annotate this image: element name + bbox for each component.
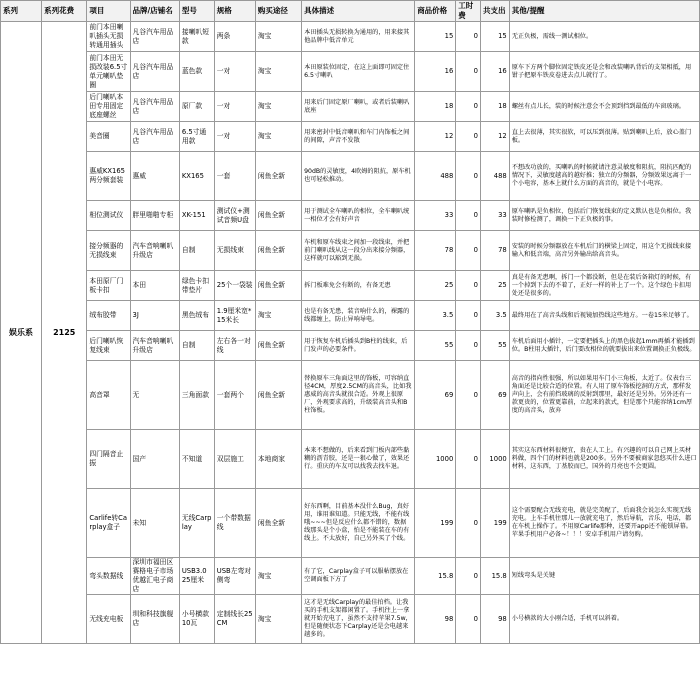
table-row (1, 92, 700, 122)
header-spec: 规格 (214, 1, 255, 22)
brand-cell: 本田 (130, 271, 179, 301)
description-cell: 用于测试全车喇叭的相位，全车喇叭统一相位才会有好声音 (302, 201, 415, 231)
notes-cell: 不想改功放的，买喇叭的时候就请注意灵敏度和阻抗，阻抗匹配的情况下，灵敏度越高的越好推；独立的分频器，分频效果远离于一个小电容，基本上就什么方面的高音的，就是个小电容。 (509, 152, 699, 201)
description-cell: 有了它，Carplay盒子可以服帖摆放在空调面板下方了 (302, 558, 415, 595)
price-cell: 25 (415, 271, 456, 301)
price-cell: 12 (415, 122, 456, 152)
project-cell: 相位测试仪 (87, 201, 130, 231)
labor-cell: 0 (456, 52, 481, 92)
model-cell: 自制 (179, 231, 214, 271)
description-cell: 本来不想做的，后来看到门板内部些黏糊的沥青胶，还是一狠心做了，效果还行。重庆的车友可以找我去找车退。 (302, 430, 415, 489)
spec-cell: USB左弯对侧弯 (214, 558, 255, 595)
model-cell: 无线Carplay (179, 489, 214, 558)
header-model: 型号 (179, 1, 214, 22)
table-row (1, 231, 700, 271)
notes-cell: 真是有备无患啊，拆门一个都没断，但是在装后备箱灯的时候，有一个掉到下去的不着了，正好一样的补上了一个。这个绿色卡扣用处还是很多的。 (509, 271, 699, 301)
project-cell: 前门本田无损改装6.5寸单元喇叭垫圈 (87, 52, 130, 92)
table-row (1, 122, 700, 152)
total-cell: 16 (480, 52, 509, 92)
notes-cell: 无正负极，需线一测试相位。 (509, 22, 699, 52)
channel-cell: 淘宝 (255, 92, 301, 122)
price-cell: 98 (415, 595, 456, 644)
table-row (1, 489, 700, 558)
price-cell: 3.5 (415, 301, 456, 331)
notes-cell: 高音的指向性很强，所以如果用车门小三角板，太近了。仪表台三角面还是比较合适的位置。有人用了原车饰板挖洞的方式，那样发声向上，会有前挡玻璃的反射到那里，最好还是另外。另外还有一款更贵的，位置更靠前，立起来的款式，但是那个只能容纳1cm厚度的高音头，放弃 (509, 361, 699, 430)
series-cost-cell: 2125 (42, 22, 87, 644)
project-cell: 前门本田喇叭插头无损转通用插头 (87, 22, 130, 52)
header-channel: 购买途径 (255, 1, 301, 22)
notes-cell: 直上去很薄，其实很软，可以压到很薄。贴到喇叭上后，放心盖门板。 (509, 122, 699, 152)
notes-cell: 这个需要配合无线充电，就是完美配了，后面我会说怎么实现无线充电。上车手机往那儿一放就充电了，然后导航，音乐，电话，都在车机上操作了。不用原Carlife那种，还要开app还不能锁屏幕。苹果手机用户必备~！！！安卓手机用户请勿购。 (509, 489, 699, 558)
description-cell: 用来后门固定原厂喇叭，或者后装喇叭底座 (302, 92, 415, 122)
total-cell: 488 (480, 152, 509, 201)
project-cell: 弯头数据线 (87, 558, 130, 595)
header-series: 系列 (1, 1, 42, 22)
price-cell: 1000 (415, 430, 456, 489)
model-cell: 不知道 (179, 430, 214, 489)
brand-cell: 惠威 (130, 152, 179, 201)
table-row (1, 301, 700, 331)
channel-cell: 淘宝 (255, 558, 301, 595)
total-cell: 98 (480, 595, 509, 644)
model-cell: KX165 (179, 152, 214, 201)
channel-cell: 闲鱼全新 (255, 331, 301, 361)
notes-cell: 小号横款的大小刚合适，手机可以斜着。 (509, 595, 699, 644)
spec-cell: 测试仪+测试音频U盘 (214, 201, 255, 231)
spec-cell: 左右各一对线 (214, 331, 255, 361)
notes-cell: 车机后面用小插针，一定要把插头上的黑色拔起1mm再插才能插到位。B柱用大插针，后门要改相位的就要拔出来位置调换正负极线。 (509, 331, 699, 361)
project-cell: 美音圈 (87, 122, 130, 152)
total-cell: 12 (480, 122, 509, 152)
header-series-cost: 系列花费 (42, 1, 87, 22)
header-project: 项目 (87, 1, 130, 22)
labor-cell: 0 (456, 92, 481, 122)
total-cell: 69 (480, 361, 509, 430)
total-cell: 15 (480, 22, 509, 52)
spec-cell: 定制线长25CM (214, 595, 255, 644)
description-cell: 这才是无线Carplay的最佳拍档。让我买的手机支架都闲置了。手机往上一拿就开始充电了，虽然不支持苹果7.5w，但是随便状态下Carplay还是会电越来越多的。 (302, 595, 415, 644)
project-cell: 无线充电板 (87, 595, 130, 644)
channel-cell: 闲鱼全新 (255, 489, 301, 558)
price-cell: 488 (415, 152, 456, 201)
project-cell: 接分频器的无损线束 (87, 231, 130, 271)
notes-cell: 原车喇叭是负相位，包括后门恢复线束的定义默认也是负相位。我装时修检测了，调换一下正负极的事。 (509, 201, 699, 231)
labor-cell: 0 (456, 231, 481, 271)
brand-cell: 凡谷汽车用品店 (130, 22, 179, 52)
labor-cell: 0 (456, 489, 481, 558)
labor-cell: 0 (456, 271, 481, 301)
labor-cell: 0 (456, 152, 481, 201)
table-row (1, 595, 700, 644)
series-cell: 娱乐系 (1, 22, 42, 644)
brand-cell: 深圳市福田区赛格电子市场优越汇电子商店 (130, 558, 179, 595)
table-row (1, 361, 700, 430)
total-cell: 18 (480, 92, 509, 122)
spec-cell: 双层施工 (214, 430, 255, 489)
model-cell: 小号横款10瓦 (179, 595, 214, 644)
total-cell: 199 (480, 489, 509, 558)
brand-cell: 圳和科技旗舰店 (130, 595, 179, 644)
header-labor: 工时费 (456, 1, 481, 22)
price-cell: 78 (415, 231, 456, 271)
labor-cell: 0 (456, 361, 481, 430)
model-cell: XK-151 (179, 201, 214, 231)
channel-cell: 闲鱼全新 (255, 152, 301, 201)
channel-cell: 淘宝 (255, 595, 301, 644)
total-cell: 25 (480, 271, 509, 301)
description-cell: 车机和原车线束之间加一段线束，并把前门喇叭线从这一段分出来接分频器，这样就可以豁到无损。 (302, 231, 415, 271)
channel-cell: 淘宝 (255, 52, 301, 92)
price-cell: 55 (415, 331, 456, 361)
total-cell: 15.8 (480, 558, 509, 595)
brand-cell: 国产 (130, 430, 179, 489)
description-cell: 本田插头无损转换为通用的，用来接其他品牌中低音单元 (302, 22, 415, 52)
brand-cell: 凡谷汽车用品店 (130, 122, 179, 152)
model-cell: 黑色绒布 (179, 301, 214, 331)
price-cell: 15 (415, 22, 456, 52)
table-row (1, 430, 700, 489)
description-cell: 拆门板难免会有断的，有备无患 (302, 271, 415, 301)
model-cell: 三角面款 (179, 361, 214, 430)
channel-cell: 闲鱼全新 (255, 361, 301, 430)
notes-cell: 螺丝有点儿长，装的时候注意会不会顶到挡到最低的车窗玻璃。 (509, 92, 699, 122)
spec-cell: 一个带数据线 (214, 489, 255, 558)
labor-cell: 0 (456, 301, 481, 331)
table-row (1, 558, 700, 595)
table-row (1, 152, 700, 201)
description-cell: 也是有备无患，装音响什么的，裸露的线都缠上，防止异响导电。 (302, 301, 415, 331)
brand-cell: 3J (130, 301, 179, 331)
channel-cell: 闲鱼全新 (255, 201, 301, 231)
project-cell: 高音罩 (87, 361, 130, 430)
header-brand: 品牌/店铺名 (130, 1, 179, 22)
brand-cell: 汽车音响喇叭升级店 (130, 331, 179, 361)
labor-cell: 0 (456, 201, 481, 231)
description-cell: 90dB的灵敏度，4欧姆的阻抗，原车机也可轻松推动。 (302, 152, 415, 201)
model-cell: 接喇叭短款 (179, 22, 214, 52)
channel-cell: 淘宝 (255, 22, 301, 52)
price-cell: 199 (415, 489, 456, 558)
model-cell: 自制 (179, 331, 214, 361)
description-cell: 用来密封中低音喇叭和车门内饰板之间的间隙，声音不发散 (302, 122, 415, 152)
channel-cell: 闲鱼全新 (255, 271, 301, 301)
spec-cell: 两条 (214, 22, 255, 52)
price-cell: 69 (415, 361, 456, 430)
brand-cell: 无 (130, 361, 179, 430)
header-price: 商品价格 (415, 1, 456, 22)
total-cell: 55 (480, 331, 509, 361)
spec-cell: 一套两个 (214, 361, 255, 430)
channel-cell: 淘宝 (255, 301, 301, 331)
model-cell: USB3.0 25厘米 (179, 558, 214, 595)
header-row (1, 1, 700, 22)
spec-cell: 一套 (214, 152, 255, 201)
header-total: 共支出 (480, 1, 509, 22)
channel-cell: 本地商家 (255, 430, 301, 489)
model-cell: 绿色卡扣带垫片 (179, 271, 214, 301)
total-cell: 1000 (480, 430, 509, 489)
project-cell: 绒布胶带 (87, 301, 130, 331)
table-row (1, 52, 700, 92)
notes-cell: 原车下方两个脚位固定铁皮还是会和改装喇叭背后的支架相抵，用钳子把原车铁皮卷进去点儿就行了。 (509, 52, 699, 92)
price-cell: 18 (415, 92, 456, 122)
notes-cell: 短线弯头是关键 (509, 558, 699, 595)
notes-cell: 最终用在了高音头线和后视镜加热线这些地方。一卷15米足够了。 (509, 301, 699, 331)
labor-cell: 0 (456, 331, 481, 361)
spec-cell: 25个一袋装 (214, 271, 255, 301)
model-cell: 6.5寸通用款 (179, 122, 214, 152)
total-cell: 3.5 (480, 301, 509, 331)
description-cell: 好东西啊，目前基本没什么Bug，真好用，谁用谁知道。只能无线，不能有线哦~~~但是反应什么都不错的，数据线那头是个小盒，怕是不能装在车的有线上。不太放好，自己另外买了个线。 (302, 489, 415, 558)
price-cell: 16 (415, 52, 456, 92)
labor-cell: 0 (456, 430, 481, 489)
description-cell: 用于恢复车机后插头到B柱的线束，后门发声的必要条件。 (302, 331, 415, 361)
header-description: 具体描述 (302, 1, 415, 22)
project-cell: 后门喇叭恢复线束 (87, 331, 130, 361)
channel-cell: 闲鱼全新 (255, 231, 301, 271)
spec-cell: 一对 (214, 122, 255, 152)
header-notes: 其他/提醒 (509, 1, 699, 22)
spec-cell: 一对 (214, 52, 255, 92)
total-cell: 78 (480, 231, 509, 271)
model-cell: 原厂款 (179, 92, 214, 122)
project-cell: 四门隔音止振 (87, 430, 130, 489)
project-cell: 惠威KX165两分频套装 (87, 152, 130, 201)
labor-cell: 0 (456, 122, 481, 152)
spec-cell: 一对 (214, 92, 255, 122)
project-cell: Carlife转Carplay盒子 (87, 489, 130, 558)
labor-cell: 0 (456, 558, 481, 595)
spec-cell: 无损线束 (214, 231, 255, 271)
table-row (1, 22, 700, 52)
table-row (1, 201, 700, 231)
brand-cell: 凡谷汽车用品店 (130, 52, 179, 92)
description-cell: 替换原车三角面这里的饰板，可容纳直径4CM，厚度2.5CM的高音头，比如我惠威的高音头就很合适。外观上很原厂，外观要求高的，升级装高音头和B柱饰板。 (302, 361, 415, 430)
brand-cell: 未知 (130, 489, 179, 558)
brand-cell: 汽车音响喇叭升级店 (130, 231, 179, 271)
brand-cell: 凡谷汽车用品店 (130, 92, 179, 122)
labor-cell: 0 (456, 22, 481, 52)
channel-cell: 淘宝 (255, 122, 301, 152)
price-cell: 33 (415, 201, 456, 231)
description-cell: 本田原装位固定，在这上面即可固定住6.5寸喇叭 (302, 52, 415, 92)
total-cell: 33 (480, 201, 509, 231)
project-cell: 本田原厂门板卡扣 (87, 271, 130, 301)
project-cell: 后门喇叭本田专用固定底座螺丝 (87, 92, 130, 122)
model-cell: 蓝色款 (179, 52, 214, 92)
price-cell: 15.8 (415, 558, 456, 595)
brand-cell: 胖里啪啪专柜 (130, 201, 179, 231)
labor-cell: 0 (456, 595, 481, 644)
table-row (1, 331, 700, 361)
notes-cell: 其实这东西材料很便宜，贵在人工上。有兴趣的可以自己网上买材料做，四个门的材料也就是200多。另外不要被商家忽悠买什么进口材料，这东西，丁基胶而已，国外的月亮也不会更圆。 (509, 430, 699, 489)
spec-cell: 1.9厘米宽*15米长 (214, 301, 255, 331)
notes-cell: 安装的时候分频器放在车机后门的横梁上固定，用这个无损线束接输入和低音端，高音另外输出给高音头。 (509, 231, 699, 271)
table-row (1, 271, 700, 301)
